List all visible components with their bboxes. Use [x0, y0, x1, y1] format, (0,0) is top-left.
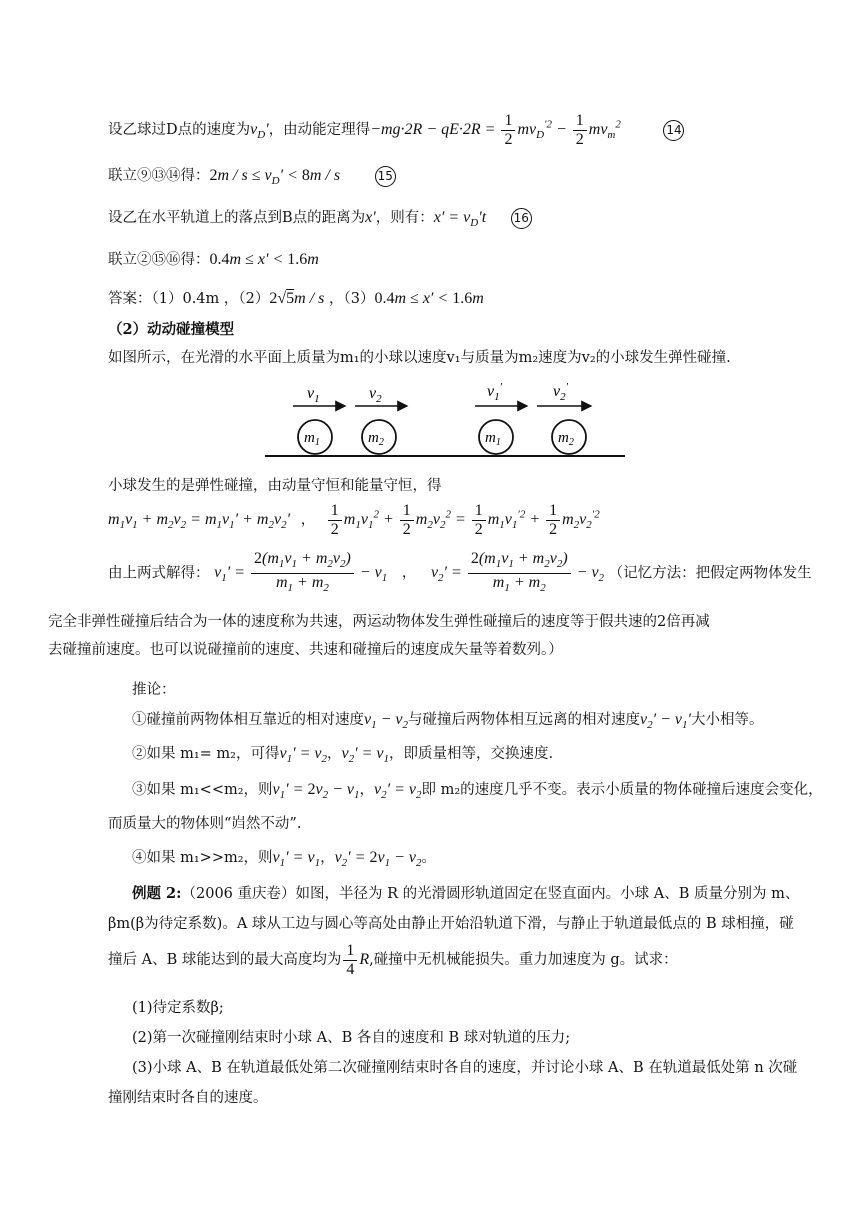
formula: $v_1' = 2v_2 - v_1$ [272, 781, 360, 802]
intro-paragraph: 如图所示，在光滑的水平面上质量为m₁的小球以速度v₁与质量为m₂速度为v₂的小球发生弹性碰撞. [108, 350, 731, 366]
svg-text:m1: $m_1$ [485, 430, 501, 448]
velocity-label: $v_2$ [369, 385, 382, 405]
formula: $v_2' - v_1'$ [640, 711, 692, 732]
paragraph-elastic: 小球发生的是弹性碰撞，由动量守恒和能量守恒，得 [108, 478, 442, 494]
ball-m1 [298, 420, 332, 454]
ball-m2 [362, 420, 396, 454]
paragraph-combine-1: 联立⑨⑬⑭得：$2m / s \le v_D' < 8m / s$ 15 [108, 164, 396, 187]
paragraph-d-point: 设乙球过D点的速度为$v_D'$，由动能定理得−mg·2R − qE·2R = $\frac{1}{2}$ $mv_D^{'2}$ − $\frac{1}{2}$ $mv_m^2$ 14 [108, 112, 684, 149]
ball-m1 [479, 420, 513, 454]
paragraph-landing: 设乙在水平轨道上的落点到B点的距离为x′，则有：$x' = v_D't$ 16 [108, 206, 532, 229]
formula: 2√5m / s [269, 290, 325, 307]
example-line-3: 撞后 A、B 球能达到的最大高度均为 $\frac{1}{4}$ R,碰撞中无机械能损失。重力加速度为 g。试求： [108, 942, 678, 978]
memory-note-line-1: 完全非弹性碰撞后结合为一体的速度称为共速，两运动物体发生弹性碰撞后的速度等于假共速的2倍再减 [48, 614, 710, 630]
formula: 0.4m ≤ x′ < 1.6m [209, 251, 319, 268]
equation-number: 15 [375, 166, 396, 187]
formula: 0.4m ≤ x′ < 1.6m [374, 290, 484, 307]
inference-2: ②如果 m₁= m₂，可得$v_1' = v_2$，$v_2' = v_1$，即质量相等，交换速度. [132, 745, 554, 766]
question-3-cont: 撞刚结束时各自的速度。 [108, 1090, 268, 1106]
equation-number: 14 [663, 120, 684, 141]
formula: $v_2' = 2v_1 - v_2$ [334, 849, 422, 870]
formula: $\frac{1}{2}$ $m_1v_1^2$ + $\frac{1}{2}$ $m_2v_2^2$ = $\frac{1}{2}$ $m_1v_1^{'2}$ + $\frac{1}{2}$ $m_2v_2^{'2}$ [326, 511, 600, 528]
conservation-equations: $m_1v_1 + m_2v_2 = m_1v_1' + m_2v_2'$ ， $\frac{1}{2}$ $m_1v_1^2$ + $\frac{1}{2}$ $m_2v_2^2$ = $\frac{1}{2}$ $m_1v_1^{'2}$ + $\frac{1}{2}$ $m_2v_2^{'2}$ [108, 502, 600, 538]
formula: −mg·2R − qE·2R = $\frac{1}{2}$ $mv_D^{'2}$ − $\frac{1}{2}$ $mv_m^2$ [370, 112, 621, 148]
example-line-2: βm(β为待定系数)。A 球从工边与圆心等高处由静止开始沿轨道下滑，与静止于轨道最低点的 B 球相撞，碰 [108, 916, 794, 932]
question-1: (1)待定系数β; [132, 1000, 224, 1016]
question-3: (3)小球 A、B 在轨道最低处第二次碰撞刚结束时各自的速度，并讨论小球 A、B 在轨道最低处第 n 次碰 [132, 1060, 798, 1076]
answer-line: 答案：（1）0.4m ，（2）2√5m / s ，（3）0.4m ≤ x′ < 1.6m [108, 290, 484, 307]
example-line-1: 例题 2:（2006 重庆卷）如图，半径为 R 的光滑圆形轨道固定在竖直面内。小球 A、B 质量分别为 m、 [132, 885, 800, 902]
formula: $m_1v_1 + m_2v_2 = m_1v_1' + m_2v_2'$ [108, 511, 291, 532]
formula: $v_D'$ [250, 121, 269, 142]
svg-text:m2: $m_2$ [368, 430, 384, 448]
formula: $v_1 - v_2$ [364, 711, 409, 732]
svg-text:m2: $m_2$ [558, 430, 574, 448]
equation-number: 16 [511, 208, 532, 229]
section-title: （2）动动碰撞模型 [108, 321, 235, 338]
formula: $v_1' = v_2$ [279, 745, 328, 766]
velocity-label: $v_1$ [307, 385, 320, 405]
ball-m2 [552, 420, 586, 454]
velocity-label: $v_2'$ [553, 381, 569, 403]
formula: $v_2'$ = $\frac{2(m_1v_1 + m_2v_2)}{m_1 + m_2}$ − $v_2$ [430, 550, 605, 595]
inference-3: ③如果 m₁<<m₂，则$v_1' = 2v_2 - v_1$，$v_2' = v_2$即 m₂的速度几乎不变。表示小质量的物体碰撞后速度会变化， [132, 781, 823, 802]
velocity-label: $v_1'$ [487, 381, 503, 403]
formula: $v_1'$ = $\frac{2(m_1v_1 + m_2v_2)}{m_1 + m_2}$ − $v_1$ [214, 550, 388, 595]
svg-text:m1: $m_1$ [304, 430, 320, 448]
formula: $\frac{1}{4}$ R [341, 951, 369, 968]
memory-note-line-2: 去碰撞前速度。也可以说碰撞前的速度、共速和碰撞后的速度成矢量等着数列。） [48, 642, 563, 658]
inference-title: 推论： [132, 682, 176, 698]
formula: $v_2' = v_1$ [341, 745, 390, 766]
formula: $2m / s \le v_D' < 8m / s$ [209, 167, 341, 188]
solution-line: 由上两式解得： $v_1'$ = $\frac{2(m_1v_1 + m_2v_2)}{m_1 + m_2}$ − $v_1$ ， $v_2'$ = $\frac{2(m_1v_1 + m_2v_2)}{m_1 + m_2}$ − $v_2$ （记忆方法：把假定两物体发生 [108, 550, 812, 595]
formula: x′ [365, 209, 376, 226]
question-2: (2)第一次碰撞刚结束时小球 A、B 各自的速度和 B 球对轨道的压力; [132, 1030, 571, 1046]
inference-4: ④如果 m₁>>m₂，则$v_1' = v_1$，$v_2' = 2v_1 - v_2$。 [132, 849, 436, 870]
formula: $v_1' = v_1$ [272, 849, 321, 870]
formula: $x' = v_D't$ [433, 209, 487, 230]
inference-1: ①碰撞前两物体相互靠近的相对速度$v_1 - v_2$与碰撞后两物体相互远离的相对速度$v_2' - v_1'$大小相等。 [132, 711, 764, 732]
paragraph-combine-2: 联立②⑮⑯得：0.4m ≤ x′ < 1.6m [108, 251, 319, 268]
formula: $v_2' = v_2$ [373, 781, 422, 802]
collision-figure [265, 378, 630, 462]
inference-3-cont: 而质量大的物体则“岿然不动”. [108, 816, 302, 832]
